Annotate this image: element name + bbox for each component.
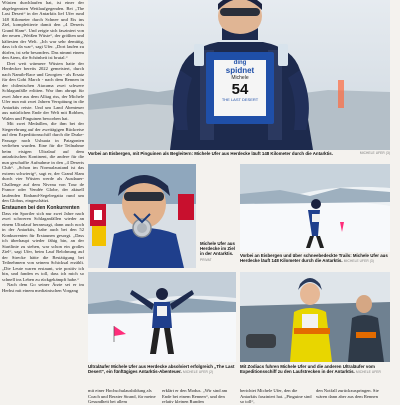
article-paragraph: Wüsten durchlaufen hat, ist einer der abgelegensten Wettlaufgegenden. Bei „The Last Desert“ in der Antarktis lief Ufer rund 148 Kilometer durch Schnee und Eis ins Ziel, komplettierte damit den „4 Deserts Grand Slam“. Und zeigte sich fasziniert von der neuen „Weißen Wüste“, der größten und kältesten der Welt. „Ich war sehr demütig, dass ich da war“, sagt Ufer. „Dort laufen zu dürfen, ist sehr besonders. Das nimmt einem den Atem, die Schönheit ist brutal.“	[2, 0, 84, 60]
caption-text: Vorbei an Eisbergen, mit Pinguinen als Begleitern: Michele Ufer aus Herdecke läuft 148 Kilometer durch die Antarktis.	[88, 151, 333, 156]
bib-sponsor-1: ding	[233, 60, 247, 66]
article-paragraph: Nach dem Go seiner Ärzte sei er im Herbst mit einem medizinischen Vorgang	[2, 282, 84, 293]
left-article-column	[2, 0, 84, 388]
caption-text: Vorbei an Eisbergen und über schneebedeckte Trails: Michele Ufer aus Herdecke läuft 148 Kilometer durch die Antarktis.	[240, 253, 388, 264]
bib-race-name: THE LAST DESERT	[221, 97, 259, 102]
article-paragraph: Mit zwei Medaillen, die ihm bei der Siegerehrung auf der zweitägigen Rückreise auf dem Expeditionsschiff durch die Drake-Passage nach Ushuaia in Patagonien verliehen wurden. Eine für die Teilnahme beim eisigen Ultralauf auf dem antarktischen Kontinent, die andere für die nun geschaffte Aufnahme in den „4 Deserts Club“. „Schon im Normalzustand ist das extrem schwierig“, sagt er, der Grand Slam durch vier Wüsten werde als Ausdauer-Challenge auf dem Niveau von Tour de France oder Vendée Globe, der aktuell laufenden Einhand-Segelregatta rund um den Globus, eingeschätzt.	[2, 121, 84, 203]
snow-trail-image	[240, 164, 390, 252]
caption-top-photo	[88, 151, 390, 156]
bottom-text-col-3: berichtet Michele Ufer, den die Antarktis fasziniert hat. „Pinguine sind so toll“,	[240, 388, 312, 404]
bib-runner-name: Michele	[231, 75, 249, 81]
article-paragraph: Drei weit wärmere Wüsten hatte der Herdecker bereits 2022 gemeistert, durch nach Namib-Race und Georgien - als Ersatz für den Gobi March - nach dem Rennen in der chilenischen Atacama zwei schwere Schlagunfälle erlitten. War ihm abrupt für zwei Jahre aus dem Alltag riss, der Michele Ufer nun mit zwei Jahren Verspätung in die Antarktis reiste. Und um Land Abenteuer aus natürlichen Ende der Welt mit Robben, Walen und Pinguinen beworben hat.	[2, 60, 84, 121]
bottom-text-col-4: den Notfall zurückzuspringen. Sie wären dann aber aus dem Rennen	[316, 388, 379, 399]
bottom-text-col-1: mit einer Hochschulausbildung als Coach und Berater Strand, für meine Gesundheit bei allem	[88, 388, 156, 404]
bib-sponsor-2: spidnet	[225, 66, 255, 75]
photo-credit: PRIVAT	[200, 257, 212, 262]
photo-arms-raised	[88, 272, 236, 362]
caption-arms-raised-photo	[88, 364, 236, 375]
caption-medal-photo	[200, 241, 238, 263]
arms-raised-image	[88, 272, 236, 362]
bib-number: 54	[231, 81, 249, 98]
race-bib	[214, 60, 266, 116]
photo-credit: MICHELE UFER (2)	[183, 370, 214, 375]
photo-snow-trail	[240, 164, 390, 252]
photo-credit: MICHELE UFER	[355, 370, 381, 375]
caption-snow-photo	[240, 253, 390, 264]
photo-credit: MICHELE UFER (3)	[359, 151, 390, 155]
caption-text: Michele Ufer aus Herdecke im Ziel in der Antarktis.	[200, 241, 235, 257]
photo-runner-closeup	[88, 0, 390, 150]
photo-credit: MICHELE UFER (3)	[343, 259, 374, 264]
caption-text: Ultraläufer Michele Ufer aus Herdecke absolviert erfolgreich „The Last Desert“, ein fünftägiges Antarktis-Abenteuer.	[88, 364, 235, 375]
caption-text: Mit Zodiacs fuhren Michele Ufer und die anderen Ultraläufer vom Expeditionsschiff zu den Laufstrecken in der Antarktis.	[240, 364, 375, 375]
caption-zodiac-photo	[240, 364, 390, 375]
bottom-text-col-2: erklärt er den Modus. „Wir sind am Ende bei einem Rennen“, und den relativ kleinen Runden	[162, 388, 228, 404]
zodiac-crew-image	[240, 272, 390, 362]
photo-medal-finish	[88, 164, 196, 268]
article-paragraph: Dass ein Sportler sich nur zwei Jahre nach zwei schweren Schlaganfällen wieder an einem Ultralauf heranwagt, dann auch noch in der Antarktis, habe auch bei den 52 Konkurrenten für Erstaunen gesorgt. „Dass ich überhaupt wieder fähig bin, an der Startlinie zu stehen, war schon ein großes Ziel“, sagt Ufer, beim Lauf Belohnung auf der Strecke hätte die Bestätigung bei Teilnehmern von seinem Schicksal erzählt. „Die Leute waren erstaunt, wie positiv ich bin, und fanden es toll, dass ich mich so schnell ins Leben zu rückgekämpft habe.“	[2, 210, 84, 282]
photo-zodiac-crew	[240, 272, 390, 362]
article-subheading: Erstaunen bei den Konkurrenten	[2, 204, 80, 211]
medal-finish-image	[88, 164, 196, 268]
